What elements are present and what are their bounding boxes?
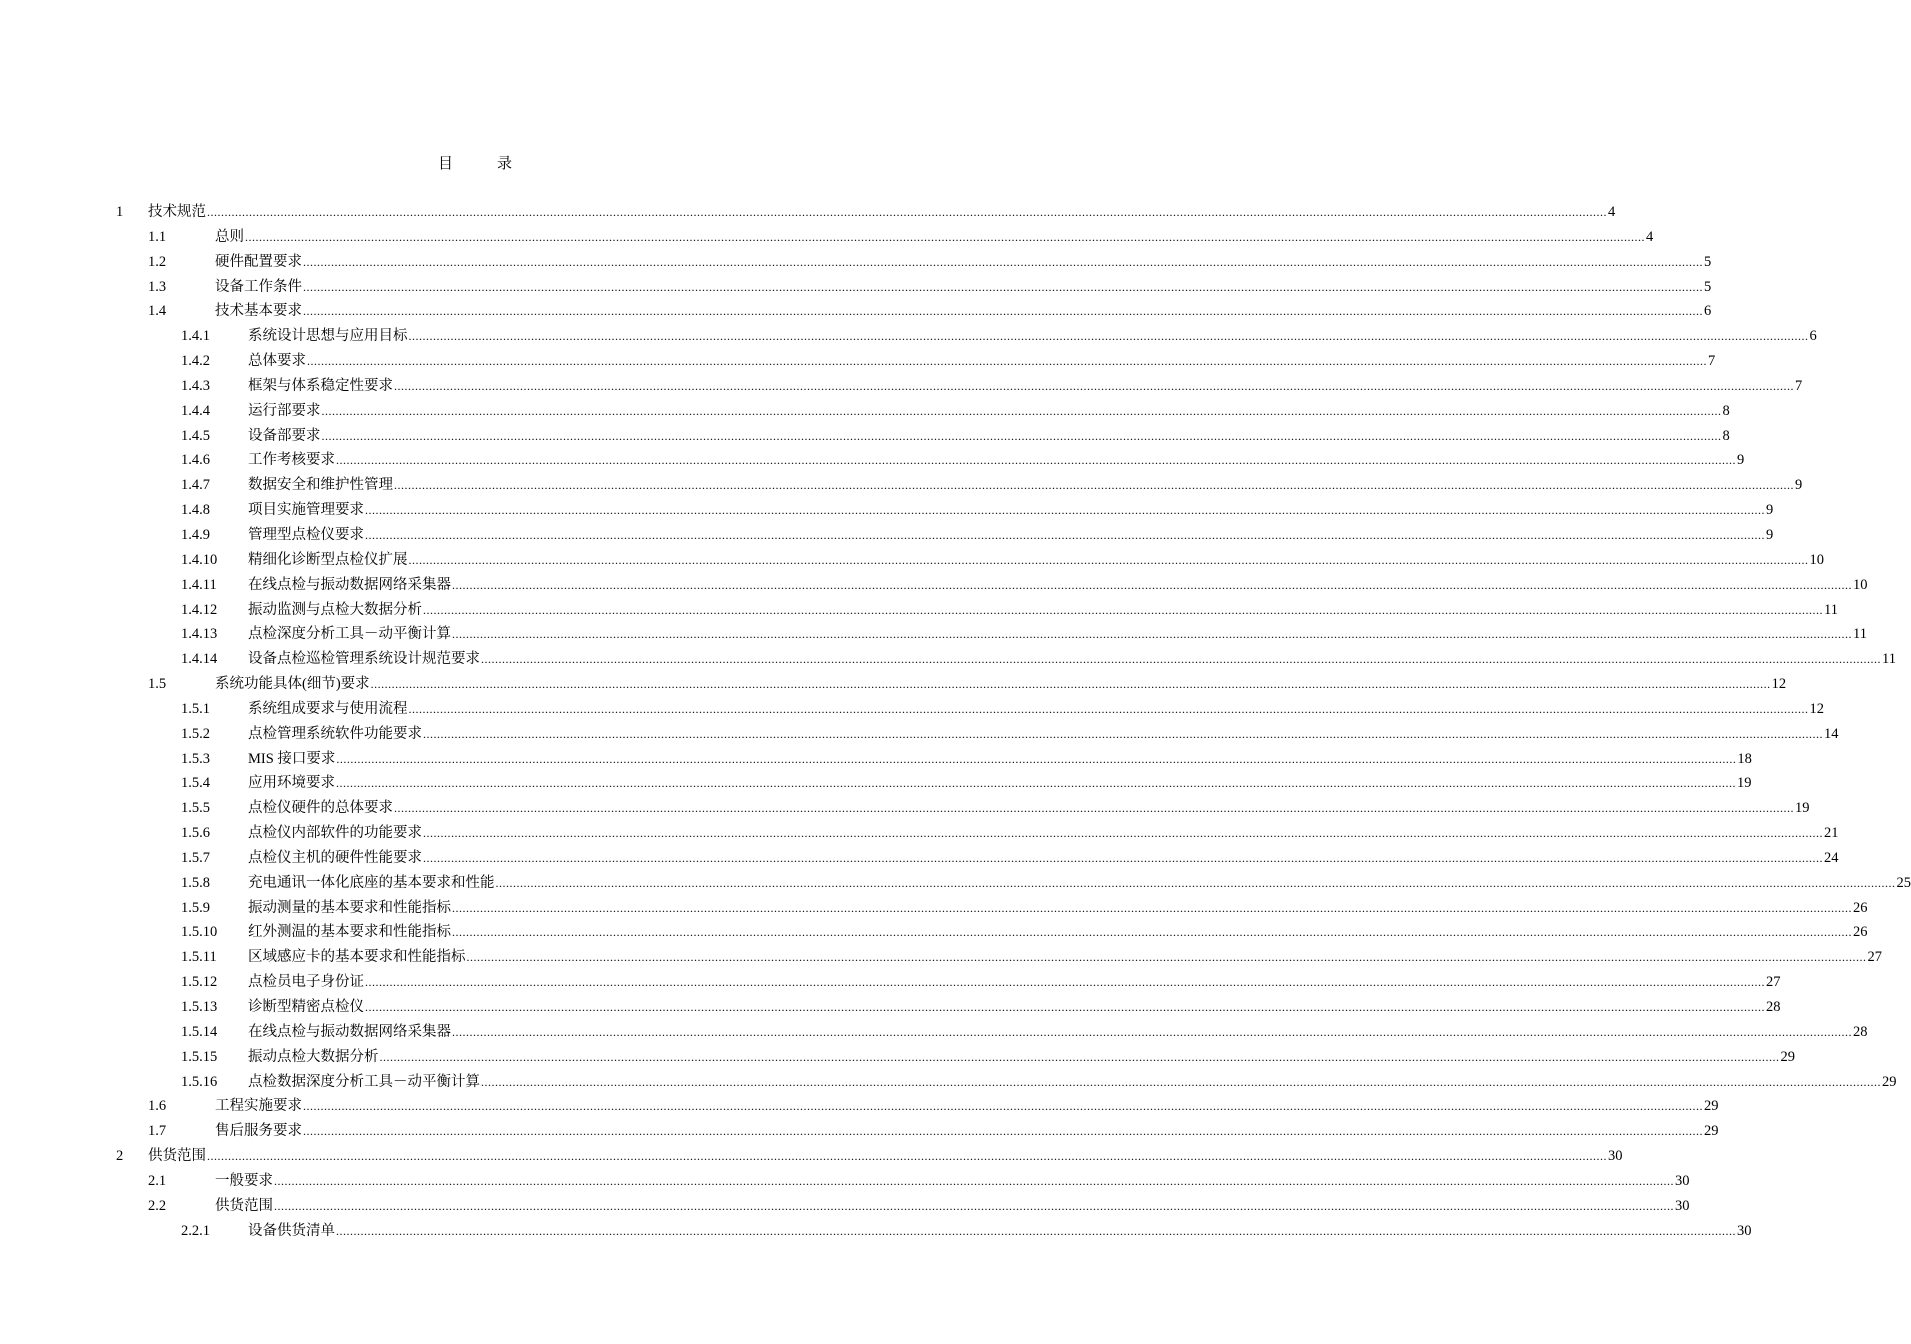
toc-entry-number: 1.5.13 <box>181 999 218 1015</box>
dot-leader: ................................................................................................................................................................................................................................................................................................................................................................................................................ <box>452 900 1852 915</box>
toc-entry-title: 振动监测与点检大数据分析 <box>248 601 422 618</box>
dot-leader: ................................................................................................................................................................................................................................................................................................................................................................................................................ <box>365 503 1765 518</box>
toc-entry-line <box>248 647 1896 672</box>
toc-entry[interactable] <box>0 1094 1719 1119</box>
toc-entry-page-number: 9 <box>1766 502 1774 519</box>
toc-entry-number: 1.4.9 <box>181 526 210 543</box>
toc-entry-number: 1.5.14 <box>181 1023 218 1040</box>
toc-entry-number: 1.4.3 <box>181 377 210 394</box>
toc-entry-title: 工作考核要求 <box>248 452 335 469</box>
toc-entry-number: 1.4 <box>148 303 167 320</box>
toc-entry-title: 硬件配置要求 <box>215 253 302 270</box>
toc-entry[interactable] <box>0 573 1868 598</box>
toc-entry-line <box>248 399 1730 424</box>
toc-entry-line <box>215 225 1654 250</box>
toc-entry-line <box>248 722 1839 747</box>
toc-entry-title: 售后服务要求 <box>215 1123 302 1140</box>
toc-entry-title: 振动点检大数据分析 <box>248 1048 379 1065</box>
toc-entry[interactable] <box>0 1070 1897 1095</box>
toc-entry[interactable] <box>0 448 1745 473</box>
toc-entry-title: 设备工作条件 <box>215 278 302 295</box>
dot-leader: ................................................................................................................................................................................................................................................................................................................................................................................................................ <box>274 1173 1674 1188</box>
toc-entry-line <box>248 945 1882 970</box>
toc-entry-line <box>215 275 1712 300</box>
toc-list <box>0 200 1911 1243</box>
dot-leader: ................................................................................................................................................................................................................................................................................................................................................................................................................ <box>452 925 1852 940</box>
toc-entry[interactable] <box>0 1020 1868 1045</box>
toc-entry-number: 1.5.11 <box>181 949 217 966</box>
toc-entry-title: 系统功能具体(细节)要求 <box>215 676 370 693</box>
toc-entry-number: 2.1 <box>148 1172 167 1189</box>
toc-entry-page-number: 29 <box>1704 1123 1719 1140</box>
toc-entry-line <box>248 846 1839 871</box>
toc-entry-title: 点检仪硬件的总体要求 <box>248 800 393 817</box>
toc-entry-line <box>248 622 1867 647</box>
toc-entry-line <box>148 200 1616 225</box>
toc-entry[interactable] <box>0 598 1838 623</box>
toc-entry-page-number: 4 <box>1646 228 1654 245</box>
toc-entry-page-number: 29 <box>1882 1073 1897 1090</box>
dot-leader: ................................................................................................................................................................................................................................................................................................................................................................................................................ <box>365 527 1765 542</box>
toc-entry-title: 点检数据深度分析工具－动平衡计算 <box>248 1073 480 1090</box>
toc-entry-page-number: 10 <box>1853 576 1868 593</box>
toc-entry-line <box>248 970 1781 995</box>
toc-entry-number: 1.5.9 <box>181 899 210 916</box>
toc-entry-number: 1.5.2 <box>181 725 210 742</box>
toc-entry-title: 精细化诊断型点检仪扩展 <box>248 551 408 568</box>
toc-entry-title: 系统设计思想与应用目标 <box>248 328 408 345</box>
toc-entry-number: 1.5.4 <box>181 775 210 792</box>
dot-leader: ................................................................................................................................................................................................................................................................................................................................................................................................................ <box>394 378 1794 393</box>
toc-entry-page-number: 29 <box>1704 1098 1719 1115</box>
toc-entry-title: 技术规范 <box>148 204 206 220</box>
toc-entry-line <box>248 1045 1795 1070</box>
toc-title-char-1: 目 <box>437 156 453 172</box>
toc-entry-page-number: 21 <box>1824 825 1839 842</box>
toc-entry-line <box>248 697 1824 722</box>
toc-entry-title: 红外测温的基本要求和性能指标 <box>248 924 451 941</box>
toc-entry-line <box>248 821 1839 846</box>
dot-leader: ................................................................................................................................................................................................................................................................................................................................................................................................................ <box>452 577 1852 592</box>
dot-leader: ................................................................................................................................................................................................................................................................................................................................................................................................................ <box>303 1099 1703 1114</box>
toc-entry-page-number: 8 <box>1722 427 1730 444</box>
toc-entry-number: 2 <box>116 1148 124 1165</box>
toc-entry[interactable] <box>0 523 1774 548</box>
toc-entry[interactable] <box>0 970 1781 995</box>
toc-entry-number: 2.2.1 <box>181 1222 210 1239</box>
toc-entry-title: 总则 <box>215 228 244 245</box>
toc-entry[interactable] <box>0 1144 1623 1169</box>
toc-entry-number: 1.4.5 <box>181 427 210 444</box>
toc-entry-line <box>215 299 1712 324</box>
toc-entry[interactable] <box>0 622 1867 647</box>
toc-entry-line <box>248 771 1752 796</box>
toc-entry-number: 2.2 <box>148 1197 167 1214</box>
toc-entry-page-number: 11 <box>1824 601 1838 618</box>
toc-entry[interactable] <box>0 200 1616 225</box>
dot-leader: ................................................................................................................................................................................................................................................................................................................................................................................................................ <box>303 254 1703 269</box>
toc-entry[interactable] <box>0 647 1896 672</box>
toc-entry-number: 1.4.4 <box>181 402 210 419</box>
toc-entry-page-number: 30 <box>1675 1197 1690 1214</box>
toc-entry-title: 数据安全和维护性管理 <box>248 477 393 494</box>
toc-entry-line <box>248 349 1716 374</box>
dot-leader: ................................................................................................................................................................................................................................................................................................................................................................................................................ <box>394 478 1794 493</box>
toc-entry[interactable] <box>0 1219 1752 1244</box>
toc-entry[interactable] <box>0 896 1868 921</box>
toc-entry-line <box>248 548 1824 573</box>
toc-entry-number: 1.5 <box>148 676 167 693</box>
toc-entry[interactable] <box>0 424 1730 449</box>
toc-entry-title: 点检仪主机的硬件性能要求 <box>248 849 422 866</box>
toc-entry-line <box>248 747 1752 772</box>
toc-entry[interactable] <box>0 225 1654 250</box>
toc-entry-number: 1.2 <box>148 253 167 270</box>
toc-entry-page-number: 29 <box>1780 1048 1795 1065</box>
toc-entry-line <box>248 1070 1897 1095</box>
toc-entry-line <box>248 995 1781 1020</box>
toc-entry-number: 1.3 <box>148 278 167 295</box>
dot-leader: ................................................................................................................................................................................................................................................................................................................................................................................................................ <box>321 403 1722 418</box>
toc-entry-page-number: 5 <box>1704 253 1712 270</box>
toc-entry-line <box>248 598 1838 623</box>
toc-entry[interactable] <box>0 920 1868 945</box>
toc-entry-title: 振动测量的基本要求和性能指标 <box>248 899 451 916</box>
dot-leader: ................................................................................................................................................................................................................................................................................................................................................................................................................ <box>245 229 1645 244</box>
dot-leader: ................................................................................................................................................................................................................................................................................................................................................................................................................ <box>365 975 1765 990</box>
toc-entry-page-number: 5 <box>1704 278 1712 295</box>
toc-entry[interactable] <box>0 349 1716 374</box>
toc-entry[interactable] <box>0 473 1803 498</box>
toc-entry[interactable] <box>0 1045 1795 1070</box>
dot-leader: ................................................................................................................................................................................................................................................................................................................................................................................................................ <box>408 329 1809 344</box>
toc-entry-page-number: 7 <box>1795 377 1803 394</box>
toc-entry-page-number: 27 <box>1766 974 1781 991</box>
dot-leader: ................................................................................................................................................................................................................................................................................................................................................................................................................ <box>336 453 1736 468</box>
toc-entry-number: 1.4.7 <box>181 477 210 494</box>
toc-entry-title: 项目实施管理要求 <box>248 502 364 519</box>
toc-entry-title: 诊断型精密点检仪 <box>248 999 364 1015</box>
toc-entry-number: 1.5.6 <box>181 825 210 842</box>
toc-entry-line <box>248 498 1774 523</box>
toc-entry-line <box>248 871 1911 896</box>
dot-leader: ................................................................................................................................................................................................................................................................................................................................................................................................................ <box>379 1049 1780 1064</box>
dot-leader: ................................................................................................................................................................................................................................................................................................................................................................................................................ <box>303 1124 1703 1139</box>
dot-leader: ................................................................................................................................................................................................................................................................................................................................................................................................................ <box>207 205 1607 219</box>
dot-leader: ................................................................................................................................................................................................................................................................................................................................................................................................................ <box>274 1198 1674 1213</box>
toc-entry-title: 充电通讯一体化底座的基本要求和性能 <box>248 874 495 891</box>
toc-entry-page-number: 18 <box>1737 750 1752 767</box>
toc-entry[interactable] <box>0 498 1774 523</box>
toc-entry-page-number: 27 <box>1867 949 1882 966</box>
toc-entry-page-number: 9 <box>1766 526 1774 543</box>
toc-entry-line <box>148 1144 1623 1169</box>
toc-entry-page-number: 30 <box>1675 1172 1690 1189</box>
dot-leader: ................................................................................................................................................................................................................................................................................................................................................................................................................ <box>336 776 1736 791</box>
toc-entry-title: 供货范围 <box>215 1197 273 1214</box>
toc-entry-page-number: 14 <box>1824 725 1839 742</box>
toc-entry-page-number: 24 <box>1824 849 1839 866</box>
toc-entry-line <box>215 672 1787 697</box>
toc-entry[interactable] <box>0 672 1787 697</box>
dot-leader: ................................................................................................................................................................................................................................................................................................................................................................................................................ <box>408 552 1809 567</box>
toc-title <box>0 152 950 173</box>
toc-entry-title: 设备点检巡检管理系统设计规范要求 <box>248 651 480 668</box>
toc-entry-number: 1.4.6 <box>181 452 210 469</box>
dot-leader: ................................................................................................................................................................................................................................................................................................................................................................................................................ <box>481 1074 1881 1089</box>
toc-entry-number: 1.4.14 <box>181 651 218 668</box>
toc-entry-title: 系统组成要求与使用流程 <box>248 700 408 717</box>
toc-entry-number: 1 <box>116 204 124 220</box>
toc-entry-title: 点检员电子身份证 <box>248 974 364 991</box>
toc-entry-number: 1.6 <box>148 1098 167 1115</box>
toc-entry-title: 点检仪内部软件的功能要求 <box>248 825 422 842</box>
toc-entry[interactable] <box>0 548 1824 573</box>
toc-entry-title: 运行部要求 <box>248 402 321 419</box>
toc-entry-page-number: 28 <box>1766 999 1781 1015</box>
toc-entry-page-number: 6 <box>1809 328 1817 345</box>
toc-entry-title: 点检深度分析工具－动平衡计算 <box>248 626 451 643</box>
toc-entry-title: 应用环境要求 <box>248 775 335 792</box>
toc-entry-line <box>215 1169 1690 1194</box>
toc-entry-line <box>248 324 1817 349</box>
toc-entry[interactable] <box>0 324 1817 349</box>
dot-leader: ................................................................................................................................................................................................................................................................................................................................................................................................................ <box>336 751 1737 766</box>
toc-entry-number: 1.5.1 <box>181 700 210 717</box>
toc-entry-number: 1.4.13 <box>181 626 218 643</box>
toc-entry-page-number: 19 <box>1795 800 1810 817</box>
toc-entry[interactable] <box>0 871 1911 896</box>
toc-entry-number: 1.5.16 <box>181 1073 218 1090</box>
toc-entry-line <box>215 1094 1719 1119</box>
toc-entry-line <box>248 573 1868 598</box>
toc-entry-number: 1.1 <box>148 228 167 245</box>
toc-entry[interactable] <box>0 846 1839 871</box>
toc-entry-page-number: 7 <box>1708 353 1716 370</box>
toc-entry-title: 设备供货清单 <box>248 1222 335 1239</box>
dot-leader: ................................................................................................................................................................................................................................................................................................................................................................................................................ <box>408 701 1809 716</box>
toc-entry[interactable] <box>0 275 1712 300</box>
toc-entry-number: 1.7 <box>148 1123 167 1140</box>
toc-entry-line <box>215 1194 1690 1219</box>
toc-entry-number: 1.4.2 <box>181 353 210 370</box>
dot-leader: ................................................................................................................................................................................................................................................................................................................................................................................................................ <box>207 1149 1607 1164</box>
toc-entry-line <box>248 448 1745 473</box>
toc-entry[interactable] <box>0 821 1839 846</box>
toc-entry-title: 供货范围 <box>148 1148 206 1165</box>
toc-entry-line <box>248 920 1868 945</box>
toc-entry-page-number: 30 <box>1608 1148 1623 1165</box>
toc-entry-page-number: 10 <box>1809 551 1824 568</box>
toc-entry-title: 框架与体系稳定性要求 <box>248 377 393 394</box>
toc-entry-number: 1.5.8 <box>181 874 210 891</box>
toc-entry-line <box>248 424 1730 449</box>
toc-entry-title: 技术基本要求 <box>215 303 302 320</box>
dot-leader: ................................................................................................................................................................................................................................................................................................................................................................................................................ <box>481 652 1881 667</box>
toc-entry-number: 1.5.3 <box>181 750 210 767</box>
toc-entry[interactable] <box>0 374 1803 399</box>
toc-entry-line <box>248 1020 1868 1045</box>
dot-leader: ................................................................................................................................................................................................................................................................................................................................................................................................................ <box>452 627 1852 642</box>
dot-leader: ................................................................................................................................................................................................................................................................................................................................................................................................................ <box>394 801 1794 816</box>
toc-entry[interactable] <box>0 771 1752 796</box>
dot-leader: ................................................................................................................................................................................................................................................................................................................................................................................................................ <box>303 279 1703 294</box>
toc-entry-line <box>248 523 1774 548</box>
toc-entry-line <box>248 1219 1752 1244</box>
toc-entry[interactable] <box>0 1194 1690 1219</box>
toc-entry-number: 1.5.10 <box>181 924 218 941</box>
dot-leader: ................................................................................................................................................................................................................................................................................................................................................................................................................ <box>365 1000 1765 1014</box>
toc-entry-title: 区域感应卡的基本要求和性能指标 <box>248 949 466 966</box>
dot-leader: ................................................................................................................................................................................................................................................................................................................................................................................................................ <box>423 826 1823 841</box>
toc-entry-title: 管理型点检仪要求 <box>248 526 364 543</box>
toc-entry-title: 总体要求 <box>248 353 306 370</box>
toc-entry-line <box>248 796 1810 821</box>
toc-entry-number: 1.4.12 <box>181 601 218 618</box>
toc-entry-number: 1.5.12 <box>181 974 218 991</box>
toc-entry[interactable] <box>0 995 1781 1020</box>
toc-entry-page-number: 6 <box>1704 303 1712 320</box>
dot-leader: ................................................................................................................................................................................................................................................................................................................................................................................................................ <box>370 677 1771 692</box>
toc-entry-number: 1.4.10 <box>181 551 218 568</box>
dot-leader: ................................................................................................................................................................................................................................................................................................................................................................................................................ <box>423 602 1823 617</box>
toc-entry[interactable] <box>0 399 1730 424</box>
toc-entry-page-number: 25 <box>1896 874 1911 891</box>
dot-leader: ................................................................................................................................................................................................................................................................................................................................................................................................................ <box>466 950 1867 965</box>
toc-entry-title: 点检管理系统软件功能要求 <box>248 725 422 742</box>
toc-entry-number: 1.5.15 <box>181 1048 218 1065</box>
dot-leader: ................................................................................................................................................................................................................................................................................................................................................................................................................ <box>452 1024 1852 1039</box>
toc-entry-page-number: 28 <box>1853 1023 1868 1040</box>
toc-entry-page-number: 30 <box>1737 1222 1752 1239</box>
toc-entry-title: 一般要求 <box>215 1172 273 1189</box>
toc-entry-page-number: 9 <box>1795 477 1803 494</box>
toc-entry[interactable] <box>0 722 1839 747</box>
dot-leader: ................................................................................................................................................................................................................................................................................................................................................................................................................ <box>307 354 1707 369</box>
toc-entry-page-number: 4 <box>1608 204 1616 220</box>
dot-leader: ................................................................................................................................................................................................................................................................................................................................................................................................................ <box>303 304 1703 319</box>
toc-entry-line <box>248 896 1868 921</box>
toc-entry[interactable] <box>0 697 1824 722</box>
toc-entry-title: 在线点检与振动数据网络采集器 <box>248 1023 451 1040</box>
toc-entry-number: 1.5.5 <box>181 800 210 817</box>
toc-entry-line <box>215 250 1712 275</box>
toc-entry-title: MIS 接口要求 <box>248 750 336 767</box>
toc-entry[interactable] <box>0 796 1810 821</box>
toc-entry-page-number: 26 <box>1853 924 1868 941</box>
toc-entry-page-number: 8 <box>1722 402 1730 419</box>
toc-entry-page-number: 11 <box>1882 651 1896 668</box>
toc-entry-title: 在线点检与振动数据网络采集器 <box>248 576 451 593</box>
toc-entry-number: 1.5.7 <box>181 849 210 866</box>
toc-entry[interactable] <box>0 747 1752 772</box>
dot-leader: ................................................................................................................................................................................................................................................................................................................................................................................................................ <box>336 1223 1736 1238</box>
toc-entry-line <box>215 1119 1719 1144</box>
toc-entry-title: 工程实施要求 <box>215 1098 302 1115</box>
toc-entry-page-number: 26 <box>1853 899 1868 916</box>
toc-entry[interactable] <box>0 945 1882 970</box>
toc-entry-line <box>248 473 1803 498</box>
toc-entry-page-number: 19 <box>1737 775 1752 792</box>
toc-entry-title: 设备部要求 <box>248 427 321 444</box>
dot-leader: ................................................................................................................................................................................................................................................................................................................................................................................................................ <box>423 850 1823 865</box>
toc-entry[interactable] <box>0 250 1712 275</box>
toc-title-char-2: 录 <box>497 156 513 172</box>
dot-leader: ................................................................................................................................................................................................................................................................................................................................................................................................................ <box>495 875 1896 890</box>
toc-entry-page-number: 12 <box>1771 676 1787 693</box>
toc-entry[interactable] <box>0 299 1712 324</box>
toc-entry[interactable] <box>0 1169 1690 1194</box>
toc-entry-number: 1.4.1 <box>181 328 210 345</box>
toc-entry-number: 1.4.11 <box>181 576 217 593</box>
toc-entry-page-number: 9 <box>1737 452 1745 469</box>
toc-entry[interactable] <box>0 1119 1719 1144</box>
toc-entry-number: 1.4.8 <box>181 502 210 519</box>
toc-entry-line <box>248 374 1803 399</box>
dot-leader: ................................................................................................................................................................................................................................................................................................................................................................................................................ <box>423 726 1823 741</box>
toc-entry-page-number: 11 <box>1853 626 1867 643</box>
dot-leader: ................................................................................................................................................................................................................................................................................................................................................................................................................ <box>321 428 1722 443</box>
toc-entry-page-number: 12 <box>1809 700 1824 717</box>
